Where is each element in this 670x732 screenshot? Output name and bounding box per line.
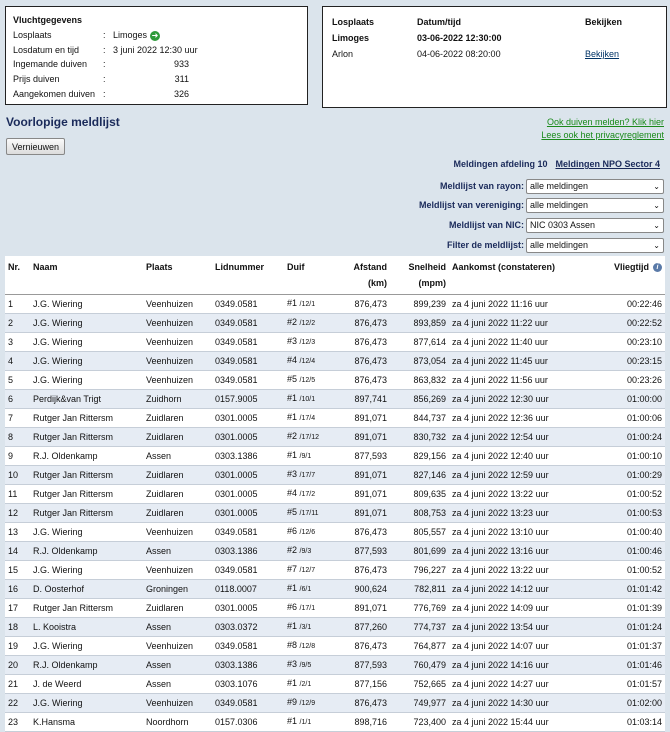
table-row <box>5 580 665 599</box>
cell-afstand: 891,071 <box>340 504 390 523</box>
cell-vliegtijd: 00:22:46 <box>574 295 665 314</box>
cell-duif: #7 /12/7 <box>284 561 340 580</box>
rayon-select[interactable] <box>526 179 664 194</box>
cell-plaats: Groningen <box>143 580 212 599</box>
cell-aankomst: za 4 juni 2022 13:23 uur <box>449 504 574 523</box>
cell-snelheid: 809,635 <box>390 485 449 504</box>
cell-afstand: 876,473 <box>340 333 390 352</box>
bekijken-link[interactable]: Bekijken <box>585 49 620 59</box>
cell-naam: Rutger Jan Rittersm <box>30 466 143 485</box>
cell-snelheid: 899,239 <box>390 295 449 314</box>
cell-plaats: Veenhuizen <box>143 295 212 314</box>
cell-duif: #9 /12/9 <box>284 694 340 713</box>
chevron-down-icon: ⌄ <box>653 241 660 250</box>
cell-nr: 17 <box>5 599 30 618</box>
cell-naam: Rutger Jan Rittersm <box>30 409 143 428</box>
cell-afstand: 876,473 <box>340 352 390 371</box>
cell-duif: #2 /17/12 <box>284 428 340 447</box>
losplaats-box <box>322 6 667 108</box>
col-snelheid: Snelheid (mpm) <box>390 256 449 295</box>
chevron-down-icon: ⌄ <box>653 221 660 230</box>
cell-lidnummer: 0349.0581 <box>212 561 284 580</box>
cell-lidnummer: 0301.0005 <box>212 466 284 485</box>
cell-snelheid: 830,732 <box>390 428 449 447</box>
flight-label: Prijs duiven <box>13 74 60 84</box>
cell-plaats: Veenhuizen <box>143 561 212 580</box>
cell-vliegtijd: 01:03:14 <box>574 713 665 732</box>
cell-snelheid: 774,737 <box>390 618 449 637</box>
cell-aankomst: za 4 juni 2022 14:07 uur <box>449 637 574 656</box>
cell-vliegtijd: 01:00:52 <box>574 485 665 504</box>
flight-value: Limoges <box>113 30 148 40</box>
flight-label: Losplaats <box>13 30 52 40</box>
cell-vliegtijd: 01:01:39 <box>574 599 665 618</box>
cell-lidnummer: 0349.0581 <box>212 333 284 352</box>
cell-afstand: 877,260 <box>340 618 390 637</box>
cell-plaats: Veenhuizen <box>143 694 212 713</box>
cell-nr: 23 <box>5 713 30 732</box>
cell-plaats: Zuidlaren <box>143 504 212 523</box>
col-vliegtijd: Vliegtijd i <box>574 256 665 295</box>
filter-label: Meldlijst van vereniging: <box>418 200 524 210</box>
cell-vliegtijd: 01:00:40 <box>574 523 665 542</box>
cell-afstand: 898,716 <box>340 713 390 732</box>
cell-snelheid: 805,557 <box>390 523 449 542</box>
cell-duif: #2 /12/2 <box>284 314 340 333</box>
col-lidnummer: Lidnummer <box>212 256 284 295</box>
cell-snelheid: 764,877 <box>390 637 449 656</box>
cell-duif: #1 /6/1 <box>284 580 340 599</box>
melden-link[interactable]: Ook duiven melden? Klik hier <box>546 117 664 127</box>
cell-duif: #3 /17/7 <box>284 466 340 485</box>
cell-aankomst: za 4 juni 2022 14:30 uur <box>449 694 574 713</box>
cell-duif: #1 /17/4 <box>284 409 340 428</box>
table-row <box>5 333 665 352</box>
cell-lidnummer: 0157.0306 <box>212 713 284 732</box>
cell-aankomst: za 4 juni 2022 12:40 uur <box>449 447 574 466</box>
cell-snelheid: 863,832 <box>390 371 449 390</box>
cell-snelheid: 829,156 <box>390 447 449 466</box>
cell-snelheid: 796,227 <box>390 561 449 580</box>
cell-vliegtijd: 01:01:37 <box>574 637 665 656</box>
cell-vliegtijd: 01:00:52 <box>574 561 665 580</box>
flight-value: 326 <box>173 89 189 99</box>
cell-naam: R.J. Oldenkamp <box>30 656 143 675</box>
cell-plaats: Zuidlaren <box>143 599 212 618</box>
table-row <box>5 618 665 637</box>
cell-aankomst: za 4 juni 2022 14:09 uur <box>449 599 574 618</box>
cell-naam: D. Oosterhof <box>30 580 143 599</box>
cell-naam: J.G. Wiering <box>30 333 143 352</box>
cell-aankomst: za 4 juni 2022 13:54 uur <box>449 618 574 637</box>
cell-snelheid: 844,737 <box>390 409 449 428</box>
cell-nr: 21 <box>5 675 30 694</box>
cell-naam: J. de Weerd <box>30 675 143 694</box>
cell-lidnummer: 0349.0581 <box>212 694 284 713</box>
table-row <box>5 409 665 428</box>
cell-lidnummer: 0303.1386 <box>212 542 284 561</box>
meldingen-afdeling-bar <box>453 159 660 169</box>
cell-nr: 20 <box>5 656 30 675</box>
cell-snelheid: 749,977 <box>390 694 449 713</box>
cell-afstand: 891,071 <box>340 428 390 447</box>
cell-plaats: Veenhuizen <box>143 523 212 542</box>
cell-naam: Perdijk&van Trigt <box>30 390 143 409</box>
cell-aankomst: za 4 juni 2022 11:56 uur <box>449 371 574 390</box>
cell-aankomst: za 4 juni 2022 11:40 uur <box>449 333 574 352</box>
cell-naam: R.J. Oldenkamp <box>30 542 143 561</box>
cell-snelheid: 827,146 <box>390 466 449 485</box>
cell-afstand: 876,473 <box>340 561 390 580</box>
cell-duif: #5 /12/5 <box>284 371 340 390</box>
cell-nr: 19 <box>5 637 30 656</box>
cell-vliegtijd: 01:01:46 <box>574 656 665 675</box>
cell-plaats: Assen <box>143 447 212 466</box>
losplaats-cell: Arlon <box>332 49 354 59</box>
cell-aankomst: za 4 juni 2022 12:36 uur <box>449 409 574 428</box>
cell-aankomst: za 4 juni 2022 13:10 uur <box>449 523 574 542</box>
cell-aankomst: za 4 juni 2022 14:12 uur <box>449 580 574 599</box>
cell-duif: #3 /12/3 <box>284 333 340 352</box>
npo-sector-link[interactable]: Meldingen NPO Sector 4 <box>555 159 660 169</box>
cell-nr: 13 <box>5 523 30 542</box>
cell-nr: 15 <box>5 561 30 580</box>
table-row <box>5 656 665 675</box>
cell-nr: 5 <box>5 371 30 390</box>
cell-vliegtijd: 01:01:24 <box>574 618 665 637</box>
cell-afstand: 876,473 <box>340 371 390 390</box>
cell-aankomst: za 4 juni 2022 13:16 uur <box>449 542 574 561</box>
select-value: NIC 0303 Assen <box>530 220 596 230</box>
bekijken-header: Bekijken <box>585 17 623 27</box>
table-row <box>5 713 665 732</box>
cell-aankomst: za 4 juni 2022 14:27 uur <box>449 675 574 694</box>
cell-vliegtijd: 00:23:26 <box>574 371 665 390</box>
cell-nr: 2 <box>5 314 30 333</box>
cell-afstand: 891,071 <box>340 409 390 428</box>
cell-duif: #5 /17/11 <box>284 504 340 523</box>
cell-naam: J.G. Wiering <box>30 637 143 656</box>
cell-duif: #6 /12/6 <box>284 523 340 542</box>
table-row <box>5 390 665 409</box>
cell-lidnummer: 0349.0581 <box>212 352 284 371</box>
cell-plaats: Noordhorn <box>143 713 212 732</box>
cell-plaats: Assen <box>143 542 212 561</box>
datum-cell: 03-06-2022 12:30:00 <box>417 33 502 43</box>
cell-lidnummer: 0118.0007 <box>212 580 284 599</box>
cell-naam: J.G. Wiering <box>30 561 143 580</box>
cell-vliegtijd: 00:22:52 <box>574 314 665 333</box>
cell-aankomst: za 4 juni 2022 11:16 uur <box>449 295 574 314</box>
cell-lidnummer: 0303.1386 <box>212 447 284 466</box>
cell-plaats: Veenhuizen <box>143 637 212 656</box>
flight-label: Aangekomen duiven <box>13 89 96 99</box>
cell-aankomst: za 4 juni 2022 12:54 uur <box>449 428 574 447</box>
cell-aankomst: za 4 juni 2022 15:44 uur <box>449 713 574 732</box>
cell-lidnummer: 0303.0372 <box>212 618 284 637</box>
cell-naam: Rutger Jan Rittersm <box>30 428 143 447</box>
cell-duif: #1 /10/1 <box>284 390 340 409</box>
cell-snelheid: 893,859 <box>390 314 449 333</box>
cell-duif: #4 /12/4 <box>284 352 340 371</box>
cell-snelheid: 856,269 <box>390 390 449 409</box>
table-row <box>5 295 665 314</box>
cell-nr: 12 <box>5 504 30 523</box>
cell-duif: #1 /12/1 <box>284 295 340 314</box>
cell-plaats: Assen <box>143 675 212 694</box>
cell-naam: Rutger Jan Rittersm <box>30 599 143 618</box>
cell-duif: #1 /9/1 <box>284 447 340 466</box>
flight-value: 3 juni 2022 12:30 uur <box>113 45 198 55</box>
cell-nr: 7 <box>5 409 30 428</box>
table-row <box>5 542 665 561</box>
table-row <box>5 637 665 656</box>
info-icon[interactable]: i <box>653 263 662 272</box>
cell-afstand: 877,156 <box>340 675 390 694</box>
cell-plaats: Assen <box>143 656 212 675</box>
datum-cell: 04-06-2022 08:20:00 <box>417 49 501 59</box>
cell-naam: Rutger Jan Rittersm <box>30 485 143 504</box>
table-row <box>5 485 665 504</box>
cell-lidnummer: 0301.0005 <box>212 599 284 618</box>
cell-lidnummer: 0301.0005 <box>212 504 284 523</box>
cell-nr: 16 <box>5 580 30 599</box>
cell-afstand: 877,593 <box>340 542 390 561</box>
table-row <box>5 561 665 580</box>
cell-afstand: 876,473 <box>340 295 390 314</box>
cell-nr: 11 <box>5 485 30 504</box>
table-row <box>5 371 665 390</box>
cell-duif: #1 /1/1 <box>284 713 340 732</box>
results-table-body <box>5 295 665 732</box>
cell-lidnummer: 0303.1386 <box>212 656 284 675</box>
cell-nr: 10 <box>5 466 30 485</box>
cell-nr: 22 <box>5 694 30 713</box>
cell-snelheid: 801,699 <box>390 542 449 561</box>
go-arrow-icon[interactable]: ➜ <box>151 30 159 40</box>
select-value: alle meldingen <box>530 181 589 191</box>
cell-plaats: Zuidlaren <box>143 466 212 485</box>
cell-plaats: Veenhuizen <box>143 371 212 390</box>
cell-duif: #2 /9/3 <box>284 542 340 561</box>
cell-duif: #8 /12/8 <box>284 637 340 656</box>
col-aankomst: Aankomst (constateren) <box>449 256 574 295</box>
cell-vliegtijd: 01:01:42 <box>574 580 665 599</box>
cell-vliegtijd: 01:00:24 <box>574 428 665 447</box>
select-value: alle meldingen <box>530 240 589 250</box>
cell-lidnummer: 0301.0005 <box>212 409 284 428</box>
cell-lidnummer: 0349.0581 <box>212 295 284 314</box>
cell-lidnummer: 0301.0005 <box>212 485 284 504</box>
cell-nr: 4 <box>5 352 30 371</box>
cell-naam: R.J. Oldenkamp <box>30 447 143 466</box>
cell-afstand: 877,593 <box>340 656 390 675</box>
cell-lidnummer: 0301.0005 <box>212 428 284 447</box>
filter-label: Filter de meldlijst: <box>446 240 524 250</box>
col-afstand: Afstand (km) <box>340 256 390 295</box>
flight-label: Ingemande duiven <box>13 59 88 69</box>
flight-info-box: Vluchtgegevens Losplaats : Limoges ➜ Losdatum en tijd : 3 juni 2022 12:30 uur Ingemande duiven : 933 Prijs duiven : 311 Aangekomen duiven : 326 <box>5 6 308 105</box>
cell-naam: J.G. Wiering <box>30 295 143 314</box>
cell-aankomst: za 4 juni 2022 12:30 uur <box>449 390 574 409</box>
cell-nr: 3 <box>5 333 30 352</box>
cell-snelheid: 873,054 <box>390 352 449 371</box>
vereniging-select[interactable] <box>526 198 664 213</box>
cell-naam: J.G. Wiering <box>30 314 143 333</box>
flight-info-title: Vluchtgegevens <box>13 15 83 25</box>
cell-vliegtijd: 01:00:06 <box>574 409 665 428</box>
table-row <box>5 504 665 523</box>
cell-vliegtijd: 00:23:15 <box>574 352 665 371</box>
cell-naam: L. Kooistra <box>30 618 143 637</box>
filter-label: Meldlijst van NIC: <box>448 220 524 230</box>
cell-plaats: Zuidlaren <box>143 428 212 447</box>
cell-aankomst: za 4 juni 2022 11:22 uur <box>449 314 574 333</box>
cell-snelheid: 782,811 <box>390 580 449 599</box>
filter-label: Meldlijst van rayon: <box>439 181 524 191</box>
cell-lidnummer: 0303.1076 <box>212 675 284 694</box>
cell-plaats: Zuidlaren <box>143 485 212 504</box>
cell-naam: J.G. Wiering <box>30 352 143 371</box>
chevron-down-icon: ⌄ <box>653 182 660 191</box>
cell-duif: #1 /2/1 <box>284 675 340 694</box>
cell-aankomst: za 4 juni 2022 11:45 uur <box>449 352 574 371</box>
cell-aankomst: za 4 juni 2022 13:22 uur <box>449 561 574 580</box>
cell-naam: K.Hansma <box>30 713 143 732</box>
col-naam: Naam <box>30 256 143 295</box>
flight-value: 933 <box>173 59 189 69</box>
page-title: Voorlopige meldlijst <box>6 115 120 129</box>
select-value: alle meldingen <box>530 200 589 210</box>
table-row <box>5 352 665 371</box>
cell-plaats: Zuidlaren <box>143 409 212 428</box>
col-plaats: Plaats <box>143 256 212 295</box>
cell-afstand: 900,624 <box>340 580 390 599</box>
cell-afstand: 891,071 <box>340 485 390 504</box>
losplaats-cell: Limoges <box>332 33 370 43</box>
cell-vliegtijd: 01:02:00 <box>574 694 665 713</box>
table-row <box>5 675 665 694</box>
cell-vliegtijd: 01:00:29 <box>574 466 665 485</box>
cell-lidnummer: 0157.9005 <box>212 390 284 409</box>
flight-value: 311 <box>174 74 189 84</box>
cell-plaats: Assen <box>143 618 212 637</box>
cell-afstand: 876,473 <box>340 523 390 542</box>
cell-naam: J.G. Wiering <box>30 694 143 713</box>
cell-duif: #4 /17/2 <box>284 485 340 504</box>
cell-afstand: 897,741 <box>340 390 390 409</box>
cell-aankomst: za 4 juni 2022 13:22 uur <box>449 485 574 504</box>
cell-naam: J.G. Wiering <box>30 371 143 390</box>
cell-snelheid: 877,614 <box>390 333 449 352</box>
cell-vliegtijd: 01:00:53 <box>574 504 665 523</box>
cell-nr: 14 <box>5 542 30 561</box>
refresh-button[interactable]: Vernieuwen <box>6 138 65 155</box>
cell-nr: 8 <box>5 428 30 447</box>
cell-nr: 9 <box>5 447 30 466</box>
cell-aankomst: za 4 juni 2022 12:59 uur <box>449 466 574 485</box>
col-nr: Nr. <box>5 256 30 295</box>
cell-nr: 18 <box>5 618 30 637</box>
cell-afstand: 891,071 <box>340 466 390 485</box>
cell-lidnummer: 0349.0581 <box>212 637 284 656</box>
cell-afstand: 876,473 <box>340 694 390 713</box>
cell-lidnummer: 0349.0581 <box>212 314 284 333</box>
table-row <box>5 428 665 447</box>
cell-vliegtijd: 01:00:00 <box>574 390 665 409</box>
cell-plaats: Veenhuizen <box>143 352 212 371</box>
table-row <box>5 694 665 713</box>
cell-duif: #1 /3/1 <box>284 618 340 637</box>
datum-header: Datum/tijd <box>417 17 461 27</box>
cell-afstand: 876,473 <box>340 637 390 656</box>
results-table <box>5 256 665 732</box>
cell-duif: #3 /9/5 <box>284 656 340 675</box>
table-header-row <box>5 256 665 295</box>
cell-lidnummer: 0349.0581 <box>212 371 284 390</box>
cell-duif: #6 /17/1 <box>284 599 340 618</box>
cell-nr: 6 <box>5 390 30 409</box>
cell-aankomst: za 4 juni 2022 14:16 uur <box>449 656 574 675</box>
table-row <box>5 523 665 542</box>
privacy-link[interactable]: Lees ook het privacyreglement <box>541 130 664 140</box>
cell-snelheid: 776,769 <box>390 599 449 618</box>
table-row <box>5 599 665 618</box>
afdeling-label: Meldingen afdeling 10 <box>453 159 548 169</box>
cell-nr: 1 <box>5 295 30 314</box>
table-row <box>5 314 665 333</box>
cell-afstand: 877,593 <box>340 447 390 466</box>
chevron-down-icon: ⌄ <box>653 201 660 210</box>
cell-vliegtijd: 01:00:10 <box>574 447 665 466</box>
nic-select[interactable] <box>526 218 664 233</box>
cell-vliegtijd: 01:00:46 <box>574 542 665 561</box>
cell-vliegtijd: 00:23:10 <box>574 333 665 352</box>
col-duif: Duif <box>284 256 340 295</box>
cell-plaats: Veenhuizen <box>143 333 212 352</box>
cell-afstand: 891,071 <box>340 599 390 618</box>
cell-naam: Rutger Jan Rittersm <box>30 504 143 523</box>
flight-label: Losdatum en tijd <box>13 45 80 55</box>
cell-plaats: Zuidhorn <box>143 390 212 409</box>
cell-afstand: 876,473 <box>340 314 390 333</box>
cell-snelheid: 760,479 <box>390 656 449 675</box>
meldlijst-filter-select[interactable] <box>526 238 664 253</box>
cell-plaats: Veenhuizen <box>143 314 212 333</box>
table-row <box>5 447 665 466</box>
cell-lidnummer: 0349.0581 <box>212 523 284 542</box>
cell-snelheid: 808,753 <box>390 504 449 523</box>
cell-snelheid: 723,400 <box>390 713 449 732</box>
cell-snelheid: 752,665 <box>390 675 449 694</box>
cell-vliegtijd: 01:01:57 <box>574 675 665 694</box>
table-row <box>5 466 665 485</box>
losplaats-header: Losplaats <box>332 17 375 27</box>
cell-naam: J.G. Wiering <box>30 523 143 542</box>
